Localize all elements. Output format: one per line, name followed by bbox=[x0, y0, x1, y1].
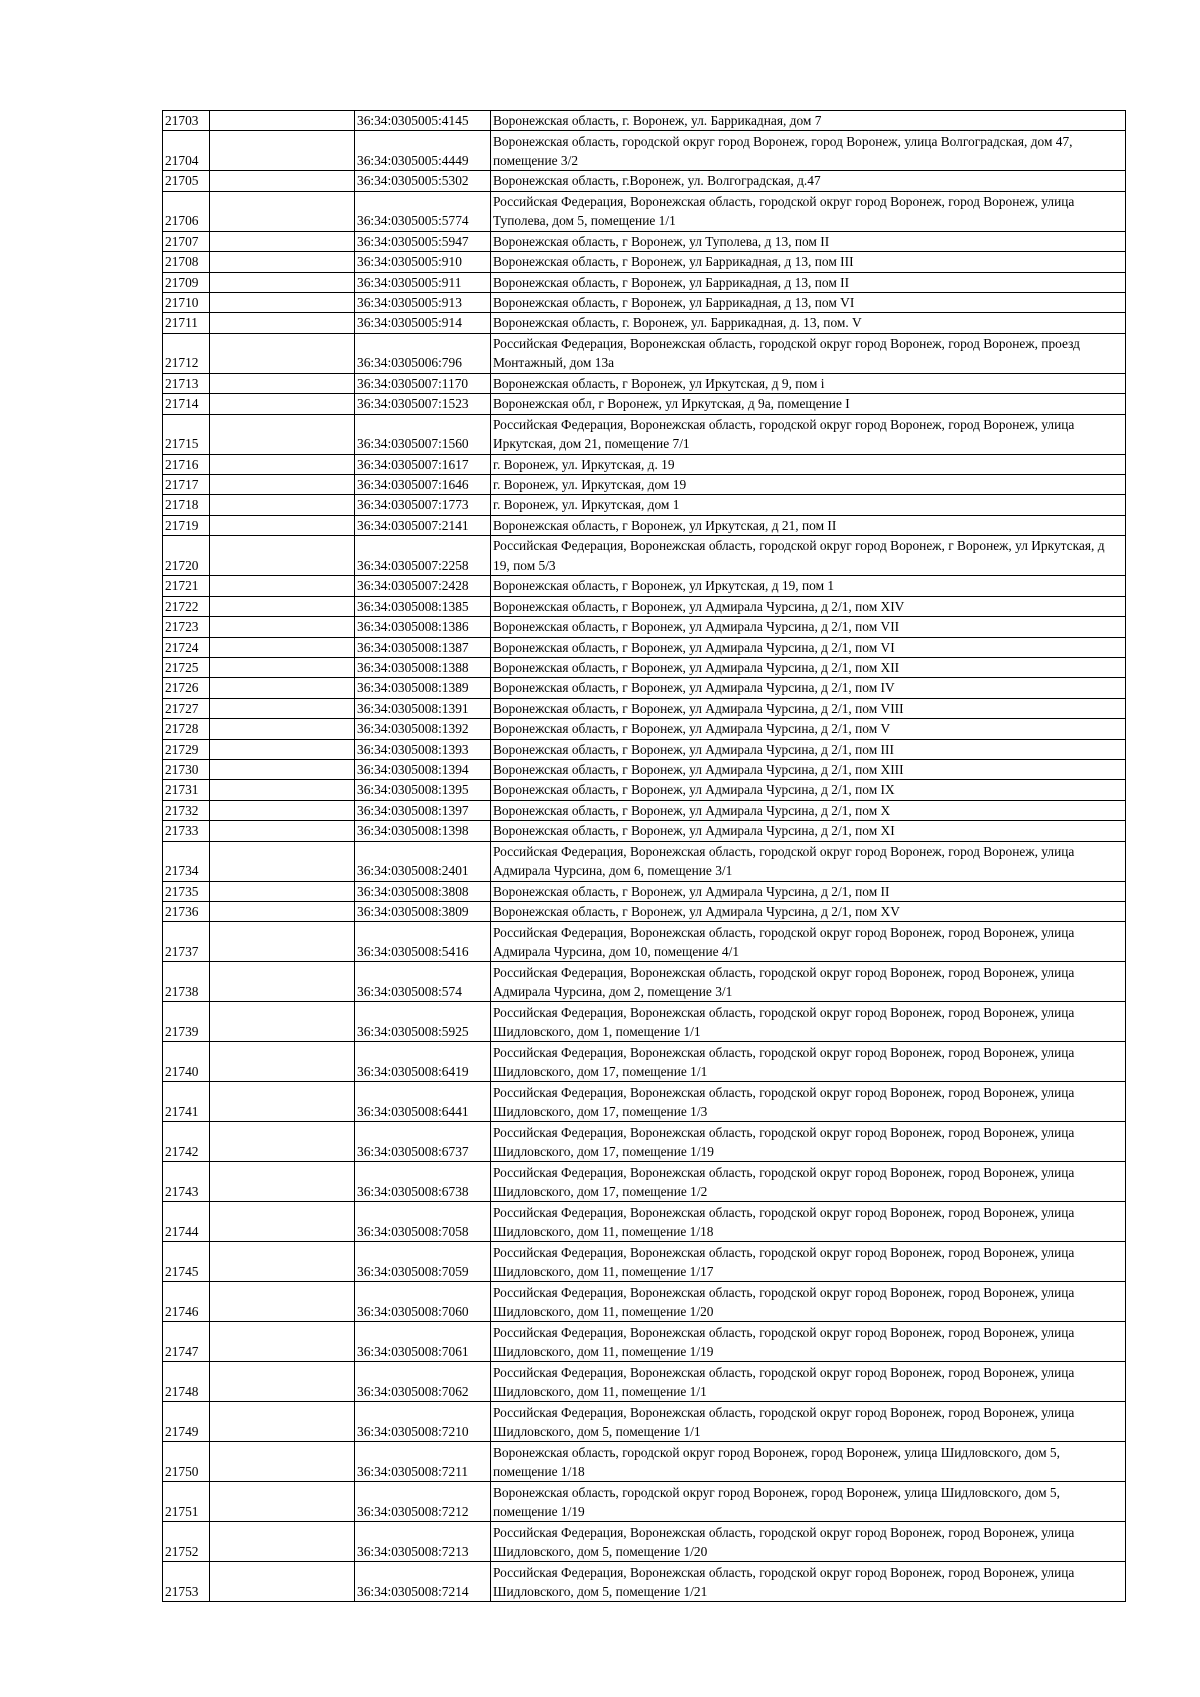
cadastral-number-cell: 36:34:0305008:1394 bbox=[355, 759, 491, 779]
empty-cell bbox=[210, 596, 355, 616]
table-row bbox=[163, 922, 1126, 962]
cadastral-number-cell: 36:34:0305008:7213 bbox=[355, 1522, 491, 1562]
row-number-cell: 21706 bbox=[163, 191, 210, 231]
row-number-cell: 21714 bbox=[163, 394, 210, 414]
cadastral-number-cell: 36:34:0305005:5302 bbox=[355, 171, 491, 191]
table-row bbox=[163, 475, 1126, 495]
address-cell: Российская Федерация, Воронежская область, городской округ город Воронеж, город Воронеж, улица Шидловского, дом 11, помещение 1/1 bbox=[491, 1362, 1126, 1402]
table-row bbox=[163, 1522, 1126, 1562]
cadastral-number-cell: 36:34:0305008:1391 bbox=[355, 698, 491, 718]
address-cell: Воронежская область, г Воронеж, ул Адмирала Чурсина, д 2/1, пом XII bbox=[491, 657, 1126, 677]
empty-cell bbox=[210, 515, 355, 535]
table-row bbox=[163, 719, 1126, 739]
cadastral-number-cell: 36:34:0305008:3809 bbox=[355, 901, 491, 921]
table-row bbox=[163, 780, 1126, 800]
table-row bbox=[163, 131, 1126, 171]
address-cell: г. Воронеж, ул. Иркутская, д. 19 bbox=[491, 454, 1126, 474]
row-number-cell: 21709 bbox=[163, 272, 210, 292]
address-cell: Воронежская область, г Воронеж, ул Туполева, д 13, пом II bbox=[491, 231, 1126, 251]
table-row bbox=[163, 821, 1126, 841]
cadastral-number-cell: 36:34:0305008:6441 bbox=[355, 1082, 491, 1122]
address-cell: Воронежская область, г Воронеж, ул Баррикадная, д 13, пом III bbox=[491, 252, 1126, 272]
table-row bbox=[163, 841, 1126, 881]
row-number-cell: 21731 bbox=[163, 780, 210, 800]
empty-cell bbox=[210, 1242, 355, 1282]
table-row bbox=[163, 1362, 1126, 1402]
cadastral-number-cell: 36:34:0305007:2428 bbox=[355, 576, 491, 596]
table-row bbox=[163, 1482, 1126, 1522]
address-cell: Воронежская область, г. Воронеж, ул. Баррикадная, д. 13, пом. V bbox=[491, 313, 1126, 333]
address-cell: Воронежская обл, г Воронеж, ул Иркутская, д 9а, помещение I bbox=[491, 394, 1126, 414]
address-cell: г. Воронеж, ул. Иркутская, дом 19 bbox=[491, 475, 1126, 495]
row-number-cell: 21721 bbox=[163, 576, 210, 596]
table-row bbox=[163, 962, 1126, 1002]
empty-cell bbox=[210, 739, 355, 759]
address-cell: Воронежская область, городской округ город Воронеж, город Воронеж, улица Волгоградская, дом 47, помещение 3/2 bbox=[491, 131, 1126, 171]
cadastral-number-cell: 36:34:0305008:7210 bbox=[355, 1402, 491, 1442]
empty-cell bbox=[210, 333, 355, 373]
table-row bbox=[163, 576, 1126, 596]
address-cell: Российская Федерация, Воронежская область, городской округ город Воронеж, город Воронеж, улица Шидловского, дом 11, помещение 1/20 bbox=[491, 1282, 1126, 1322]
cadastral-number-cell: 36:34:0305008:3808 bbox=[355, 881, 491, 901]
row-number-cell: 21720 bbox=[163, 536, 210, 576]
cadastral-number-cell: 36:34:0305008:7059 bbox=[355, 1242, 491, 1282]
row-number-cell: 21735 bbox=[163, 881, 210, 901]
cadastral-number-cell: 36:34:0305005:914 bbox=[355, 313, 491, 333]
empty-cell bbox=[210, 454, 355, 474]
table-row bbox=[163, 698, 1126, 718]
row-number-cell: 21710 bbox=[163, 293, 210, 313]
address-cell: Российская Федерация, Воронежская область, городской округ город Воронеж, город Воронеж, улица Шидловского, дом 17, помещение 1/19 bbox=[491, 1122, 1126, 1162]
empty-cell bbox=[210, 1562, 355, 1602]
table-row bbox=[163, 394, 1126, 414]
empty-cell bbox=[210, 698, 355, 718]
row-number-cell: 21740 bbox=[163, 1042, 210, 1082]
empty-cell bbox=[210, 313, 355, 333]
address-cell: Российская Федерация, Воронежская область, городской округ город Воронеж, город Воронеж, улица Шидловского, дом 5, помещение 1/20 bbox=[491, 1522, 1126, 1562]
empty-cell bbox=[210, 759, 355, 779]
row-number-cell: 21751 bbox=[163, 1482, 210, 1522]
address-cell: Воронежская область, г Воронеж, ул Иркутская, д 19, пом 1 bbox=[491, 576, 1126, 596]
cadastral-number-cell: 36:34:0305008:7058 bbox=[355, 1202, 491, 1242]
cadastral-number-cell: 36:34:0305008:7214 bbox=[355, 1562, 491, 1602]
table-row bbox=[163, 111, 1126, 131]
row-number-cell: 21723 bbox=[163, 617, 210, 637]
row-number-cell: 21748 bbox=[163, 1362, 210, 1402]
cadastral-number-cell: 36:34:0305008:7060 bbox=[355, 1282, 491, 1322]
row-number-cell: 21719 bbox=[163, 515, 210, 535]
address-cell: г. Воронеж, ул. Иркутская, дом 1 bbox=[491, 495, 1126, 515]
empty-cell bbox=[210, 637, 355, 657]
row-number-cell: 21708 bbox=[163, 252, 210, 272]
empty-cell bbox=[210, 881, 355, 901]
address-cell: Российская Федерация, Воронежская область, городской округ город Воронеж, город Воронеж, улица Шидловского, дом 11, помещение 1/19 bbox=[491, 1322, 1126, 1362]
address-cell: Российская Федерация, Воронежская область, городской округ город Воронеж, город Воронеж, улица Шидловского, дом 1, помещение 1/1 bbox=[491, 1002, 1126, 1042]
cadastral-number-cell: 36:34:0305005:4449 bbox=[355, 131, 491, 171]
table-row bbox=[163, 657, 1126, 677]
row-number-cell: 21703 bbox=[163, 111, 210, 131]
empty-cell bbox=[210, 719, 355, 739]
address-cell: Воронежская область, городской округ город Воронеж, город Воронеж, улица Шидловского, дом 5, помещение 1/18 bbox=[491, 1442, 1126, 1482]
table-row bbox=[163, 515, 1126, 535]
address-cell: Российская Федерация, Воронежская область, городской округ город Воронеж, город Воронеж, улица Шидловского, дом 17, помещение 1/2 bbox=[491, 1162, 1126, 1202]
cadastral-number-cell: 36:34:0305005:911 bbox=[355, 272, 491, 292]
address-cell: Российская Федерация, Воронежская область, городской округ город Воронеж, город Воронеж, улица Шидловского, дом 17, помещение 1/3 bbox=[491, 1082, 1126, 1122]
address-cell: Воронежская область, г Воронеж, ул Адмирала Чурсина, д 2/1, пом X bbox=[491, 800, 1126, 820]
empty-cell bbox=[210, 1082, 355, 1122]
address-cell: Воронежская область, г Воронеж, ул Адмирала Чурсина, д 2/1, пом VIII bbox=[491, 698, 1126, 718]
table-row bbox=[163, 1442, 1126, 1482]
address-cell: Российская Федерация, Воронежская область, городской округ город Воронеж, город Воронеж, улица Иркутская, дом 21, помещение 7/1 bbox=[491, 414, 1126, 454]
empty-cell bbox=[210, 495, 355, 515]
cadastral-number-cell: 36:34:0305007:1617 bbox=[355, 454, 491, 474]
cadastral-number-cell: 36:34:0305007:1523 bbox=[355, 394, 491, 414]
address-cell: Российская Федерация, Воронежская область, городской округ город Воронеж, город Воронеж, улица Шидловского, дом 5, помещение 1/21 bbox=[491, 1562, 1126, 1602]
table-row bbox=[163, 678, 1126, 698]
table-row bbox=[163, 231, 1126, 251]
row-number-cell: 21716 bbox=[163, 454, 210, 474]
empty-cell bbox=[210, 922, 355, 962]
empty-cell bbox=[210, 111, 355, 131]
row-number-cell: 21749 bbox=[163, 1402, 210, 1442]
cadastral-number-cell: 36:34:0305005:913 bbox=[355, 293, 491, 313]
address-cell: Российская Федерация, Воронежская область, городской округ город Воронеж, г Воронеж, ул Иркутская, д 19, пом 5/3 bbox=[491, 536, 1126, 576]
table-row bbox=[163, 1082, 1126, 1122]
empty-cell bbox=[210, 272, 355, 292]
cadastral-number-cell: 36:34:0305005:5947 bbox=[355, 231, 491, 251]
empty-cell bbox=[210, 231, 355, 251]
address-cell: Воронежская область, г Воронеж, ул Адмирала Чурсина, д 2/1, пом III bbox=[491, 739, 1126, 759]
cadastral-number-cell: 36:34:0305008:2401 bbox=[355, 841, 491, 881]
cadastral-number-cell: 36:34:0305007:2141 bbox=[355, 515, 491, 535]
table-row bbox=[163, 272, 1126, 292]
address-cell: Воронежская область, г Воронеж, ул Адмирала Чурсина, д 2/1, пом VII bbox=[491, 617, 1126, 637]
registry-table-body bbox=[163, 111, 1126, 1602]
address-cell: Воронежская область, г Воронеж, ул Адмирала Чурсина, д 2/1, пом XI bbox=[491, 821, 1126, 841]
row-number-cell: 21750 bbox=[163, 1442, 210, 1482]
cadastral-number-cell: 36:34:0305008:1395 bbox=[355, 780, 491, 800]
empty-cell bbox=[210, 1322, 355, 1362]
row-number-cell: 21743 bbox=[163, 1162, 210, 1202]
empty-cell bbox=[210, 191, 355, 231]
table-row bbox=[163, 414, 1126, 454]
cadastral-number-cell: 36:34:0305008:7211 bbox=[355, 1442, 491, 1482]
table-row bbox=[163, 1402, 1126, 1442]
empty-cell bbox=[210, 841, 355, 881]
address-cell: Воронежская область, г Воронеж, ул Адмирала Чурсина, д 2/1, пом IV bbox=[491, 678, 1126, 698]
address-cell: Воронежская область, г Воронеж, ул Адмирала Чурсина, д 2/1, пом XV bbox=[491, 901, 1126, 921]
empty-cell bbox=[210, 617, 355, 637]
row-number-cell: 21738 bbox=[163, 962, 210, 1002]
row-number-cell: 21705 bbox=[163, 171, 210, 191]
empty-cell bbox=[210, 576, 355, 596]
cadastral-number-cell: 36:34:0305008:5416 bbox=[355, 922, 491, 962]
address-cell: Российская Федерация, Воронежская область, городской округ город Воронеж, город Воронеж, улица Шидловского, дом 5, помещение 1/1 bbox=[491, 1402, 1126, 1442]
table-row bbox=[163, 1042, 1126, 1082]
cadastral-number-cell: 36:34:0305008:1392 bbox=[355, 719, 491, 739]
row-number-cell: 21736 bbox=[163, 901, 210, 921]
empty-cell bbox=[210, 1482, 355, 1522]
address-cell: Российская Федерация, Воронежская область, городской округ город Воронеж, город Воронеж, улица Адмирала Чурсина, дом 6, помещение 3/1 bbox=[491, 841, 1126, 881]
address-cell: Воронежская область, г Воронеж, ул Адмирала Чурсина, д 2/1, пом II bbox=[491, 881, 1126, 901]
empty-cell bbox=[210, 1202, 355, 1242]
address-cell: Воронежская область, г Воронеж, ул Адмирала Чурсина, д 2/1, пом VI bbox=[491, 637, 1126, 657]
empty-cell bbox=[210, 800, 355, 820]
table-row bbox=[163, 901, 1126, 921]
row-number-cell: 21745 bbox=[163, 1242, 210, 1282]
cadastral-number-cell: 36:34:0305008:6737 bbox=[355, 1122, 491, 1162]
cadastral-number-cell: 36:34:0305005:910 bbox=[355, 252, 491, 272]
table-row bbox=[163, 171, 1126, 191]
empty-cell bbox=[210, 1162, 355, 1202]
row-number-cell: 21752 bbox=[163, 1522, 210, 1562]
cadastral-number-cell: 36:34:0305007:1170 bbox=[355, 373, 491, 393]
table-row bbox=[163, 759, 1126, 779]
row-number-cell: 21711 bbox=[163, 313, 210, 333]
address-cell: Воронежская область, г Воронеж, ул Адмирала Чурсина, д 2/1, пом XIV bbox=[491, 596, 1126, 616]
row-number-cell: 21725 bbox=[163, 657, 210, 677]
row-number-cell: 21724 bbox=[163, 637, 210, 657]
empty-cell bbox=[210, 678, 355, 698]
cadastral-number-cell: 36:34:0305007:2258 bbox=[355, 536, 491, 576]
empty-cell bbox=[210, 475, 355, 495]
empty-cell bbox=[210, 131, 355, 171]
cadastral-number-cell: 36:34:0305007:1646 bbox=[355, 475, 491, 495]
empty-cell bbox=[210, 1442, 355, 1482]
address-cell: Воронежская область, г.Воронеж, ул. Волгоградская, д.47 bbox=[491, 171, 1126, 191]
row-number-cell: 21728 bbox=[163, 719, 210, 739]
empty-cell bbox=[210, 962, 355, 1002]
row-number-cell: 21733 bbox=[163, 821, 210, 841]
address-cell: Российская Федерация, Воронежская область, городской округ город Воронеж, город Воронеж, улица Адмирала Чурсина, дом 2, помещение 3/1 bbox=[491, 962, 1126, 1002]
empty-cell bbox=[210, 414, 355, 454]
row-number-cell: 21718 bbox=[163, 495, 210, 515]
table-row bbox=[163, 637, 1126, 657]
cadastral-number-cell: 36:34:0305008:574 bbox=[355, 962, 491, 1002]
address-cell: Воронежская область, г Воронеж, ул Иркутская, д 9, пом i bbox=[491, 373, 1126, 393]
table-row bbox=[163, 373, 1126, 393]
address-cell: Российская Федерация, Воронежская область, городской округ город Воронеж, город Воронеж, улица Адмирала Чурсина, дом 10, помещение 4/1 bbox=[491, 922, 1126, 962]
row-number-cell: 21734 bbox=[163, 841, 210, 881]
cadastral-number-cell: 36:34:0305008:5925 bbox=[355, 1002, 491, 1042]
empty-cell bbox=[210, 1522, 355, 1562]
row-number-cell: 21741 bbox=[163, 1082, 210, 1122]
address-cell: Воронежская область, городской округ город Воронеж, город Воронеж, улица Шидловского, дом 5, помещение 1/19 bbox=[491, 1482, 1126, 1522]
table-row bbox=[163, 293, 1126, 313]
row-number-cell: 21742 bbox=[163, 1122, 210, 1162]
address-cell: Российская Федерация, Воронежская область, городской округ город Воронеж, город Воронеж, улица Туполева, дом 5, помещение 1/1 bbox=[491, 191, 1126, 231]
row-number-cell: 21737 bbox=[163, 922, 210, 962]
address-cell: Российская Федерация, Воронежская область, городской округ город Воронеж, город Воронеж, проезд Монтажный, дом 13а bbox=[491, 333, 1126, 373]
cadastral-number-cell: 36:34:0305008:1398 bbox=[355, 821, 491, 841]
row-number-cell: 21722 bbox=[163, 596, 210, 616]
cadastral-number-cell: 36:34:0305008:6419 bbox=[355, 1042, 491, 1082]
row-number-cell: 21712 bbox=[163, 333, 210, 373]
row-number-cell: 21727 bbox=[163, 698, 210, 718]
address-cell: Воронежская область, г Воронеж, ул Баррикадная, д 13, пом VI bbox=[491, 293, 1126, 313]
row-number-cell: 21729 bbox=[163, 739, 210, 759]
row-number-cell: 21744 bbox=[163, 1202, 210, 1242]
cadastral-number-cell: 36:34:0305005:4145 bbox=[355, 111, 491, 131]
table-row bbox=[163, 1002, 1126, 1042]
row-number-cell: 21730 bbox=[163, 759, 210, 779]
table-row bbox=[163, 495, 1126, 515]
empty-cell bbox=[210, 821, 355, 841]
row-number-cell: 21704 bbox=[163, 131, 210, 171]
address-cell: Воронежская область, г Воронеж, ул Иркутская, д 21, пом II bbox=[491, 515, 1126, 535]
row-number-cell: 21753 bbox=[163, 1562, 210, 1602]
empty-cell bbox=[210, 780, 355, 800]
table-row bbox=[163, 1562, 1126, 1602]
empty-cell bbox=[210, 1002, 355, 1042]
address-cell: Воронежская область, г Воронеж, ул Адмирала Чурсина, д 2/1, пом V bbox=[491, 719, 1126, 739]
empty-cell bbox=[210, 1362, 355, 1402]
empty-cell bbox=[210, 1042, 355, 1082]
cadastral-number-cell: 36:34:0305008:1386 bbox=[355, 617, 491, 637]
cadastral-number-cell: 36:34:0305007:1560 bbox=[355, 414, 491, 454]
table-row bbox=[163, 191, 1126, 231]
table-row bbox=[163, 881, 1126, 901]
table-row bbox=[163, 1242, 1126, 1282]
table-row bbox=[163, 596, 1126, 616]
address-cell: Воронежская область, г Воронеж, ул Баррикадная, д 13, пом II bbox=[491, 272, 1126, 292]
address-cell: Воронежская область, г Воронеж, ул Адмирала Чурсина, д 2/1, пом XIII bbox=[491, 759, 1126, 779]
table-row bbox=[163, 1162, 1126, 1202]
table-row bbox=[163, 1202, 1126, 1242]
row-number-cell: 21746 bbox=[163, 1282, 210, 1322]
table-row bbox=[163, 1282, 1126, 1322]
cadastral-number-cell: 36:34:0305008:1397 bbox=[355, 800, 491, 820]
empty-cell bbox=[210, 252, 355, 272]
address-cell: Воронежская область, г. Воронеж, ул. Баррикадная, дом 7 bbox=[491, 111, 1126, 131]
table-row bbox=[163, 739, 1126, 759]
row-number-cell: 21739 bbox=[163, 1002, 210, 1042]
table-row bbox=[163, 1322, 1126, 1362]
table-row bbox=[163, 454, 1126, 474]
cadastral-number-cell: 36:34:0305007:1773 bbox=[355, 495, 491, 515]
address-cell: Российская Федерация, Воронежская область, городской округ город Воронеж, город Воронеж, улица Шидловского, дом 17, помещение 1/1 bbox=[491, 1042, 1126, 1082]
row-number-cell: 21747 bbox=[163, 1322, 210, 1362]
table-row bbox=[163, 313, 1126, 333]
cadastral-number-cell: 36:34:0305008:7061 bbox=[355, 1322, 491, 1362]
row-number-cell: 21732 bbox=[163, 800, 210, 820]
table-row bbox=[163, 252, 1126, 272]
row-number-cell: 21726 bbox=[163, 678, 210, 698]
empty-cell bbox=[210, 293, 355, 313]
empty-cell bbox=[210, 394, 355, 414]
empty-cell bbox=[210, 901, 355, 921]
row-number-cell: 21717 bbox=[163, 475, 210, 495]
cadastral-number-cell: 36:34:0305008:6738 bbox=[355, 1162, 491, 1202]
cadastral-number-cell: 36:34:0305008:1387 bbox=[355, 637, 491, 657]
empty-cell bbox=[210, 1122, 355, 1162]
row-number-cell: 21715 bbox=[163, 414, 210, 454]
empty-cell bbox=[210, 1402, 355, 1442]
empty-cell bbox=[210, 536, 355, 576]
cadastral-number-cell: 36:34:0305008:7062 bbox=[355, 1362, 491, 1402]
table-row bbox=[163, 800, 1126, 820]
cadastral-number-cell: 36:34:0305005:5774 bbox=[355, 191, 491, 231]
cadastral-number-cell: 36:34:0305008:1389 bbox=[355, 678, 491, 698]
row-number-cell: 21713 bbox=[163, 373, 210, 393]
empty-cell bbox=[210, 657, 355, 677]
empty-cell bbox=[210, 171, 355, 191]
cadastral-number-cell: 36:34:0305008:1393 bbox=[355, 739, 491, 759]
row-number-cell: 21707 bbox=[163, 231, 210, 251]
cadastral-number-cell: 36:34:0305008:1388 bbox=[355, 657, 491, 677]
cadastral-number-cell: 36:34:0305008:7212 bbox=[355, 1482, 491, 1522]
address-cell: Российская Федерация, Воронежская область, городской округ город Воронеж, город Воронеж, улица Шидловского, дом 11, помещение 1/18 bbox=[491, 1202, 1126, 1242]
address-cell: Воронежская область, г Воронеж, ул Адмирала Чурсина, д 2/1, пом IX bbox=[491, 780, 1126, 800]
table-row bbox=[163, 1122, 1126, 1162]
address-cell: Российская Федерация, Воронежская область, городской округ город Воронеж, город Воронеж, улица Шидловского, дом 11, помещение 1/17 bbox=[491, 1242, 1126, 1282]
table-row bbox=[163, 333, 1126, 373]
cadastral-number-cell: 36:34:0305006:796 bbox=[355, 333, 491, 373]
empty-cell bbox=[210, 373, 355, 393]
cadastral-number-cell: 36:34:0305008:1385 bbox=[355, 596, 491, 616]
table-row bbox=[163, 536, 1126, 576]
table-row bbox=[163, 617, 1126, 637]
empty-cell bbox=[210, 1282, 355, 1322]
registry-table bbox=[162, 110, 1126, 1602]
